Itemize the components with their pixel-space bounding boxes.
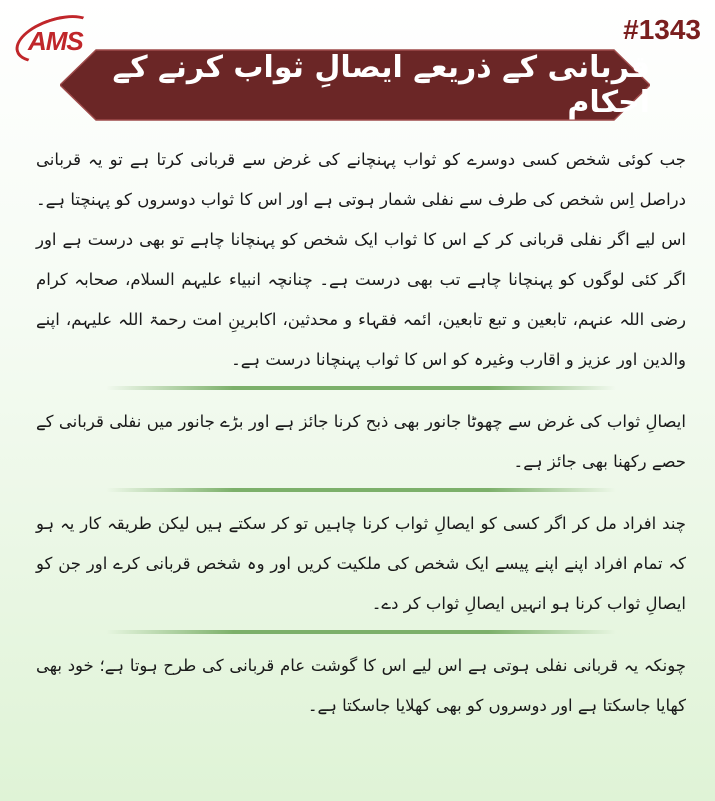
- divider: [106, 630, 616, 634]
- divider: [106, 488, 616, 492]
- post-number: #1343: [623, 14, 701, 45]
- title-banner: [60, 44, 650, 126]
- paragraph-4: چونکہ یہ قربانی نفلی ہوتی ہے اس لیے اس کا گوشت عام قربانی کی طرح ہوتا ہے؛ خود بھی کھایا جاسکتا ہے اور دوسروں کو بھی کھلایا جاسکتا ہے۔: [36, 656, 686, 715]
- divider: [106, 386, 616, 390]
- logo-text: AMS: [28, 26, 83, 56]
- article-body: [36, 140, 686, 726]
- page-title: قربانی کے ذریعے ایصالِ ثواب کرنے کے احکام: [112, 50, 650, 120]
- paragraph-3: چند افراد مل کر اگر کسی کو ایصالِ ثواب کرنا چاہیں تو کر سکتے ہیں لیکن طریقہ کار یہ ہو کہ تمام افراد اپنے اپنے پیسے ایک شخص کی ملکیت کریں اور وہ شخص قربانی کرے اور جن کو ایصالِ ثواب کرنا ہو انہیں ایصالِ ثواب کر دے۔: [36, 514, 686, 613]
- paragraph-2: ایصالِ ثواب کی غرض سے چھوٹا جانور بھی ذبح کرنا جائز ہے اور بڑے جانور میں نفلی قربانی کے حصے رکھنا بھی جائز ہے۔: [36, 412, 686, 471]
- paragraph-1: جب کوئی شخص کسی دوسرے کو ثواب پہنچانے کی غرض سے قربانی کرتا ہے تو یہ قربانی دراصل اِس شخص کی طرف سے نفلی شمار ہوتی ہے اور اس کا ثواب دوسروں کو پہنچتا ہے۔ اس لیے اگر نفلی قربانی کر کے اس کا ثواب ایک شخص کو پہنچانا چاہے تو بھی درست ہے اور اگر کئی لوگوں کو پہنچانا چاہے تب بھی درست ہے۔ چنانچہ انبیاء علیہم السلام، صحابہ کرام رضی اللہ عنہم، تابعین و تبع تابعین، ائمہ فقہاء و محدثین، اکابرینِ امت رحمۃ اللہ علیہم، اپنے والدین اور عزیز و اقارب وغیرہ کو اس کا ثواب پہنچانا درست ہے۔: [36, 150, 686, 369]
